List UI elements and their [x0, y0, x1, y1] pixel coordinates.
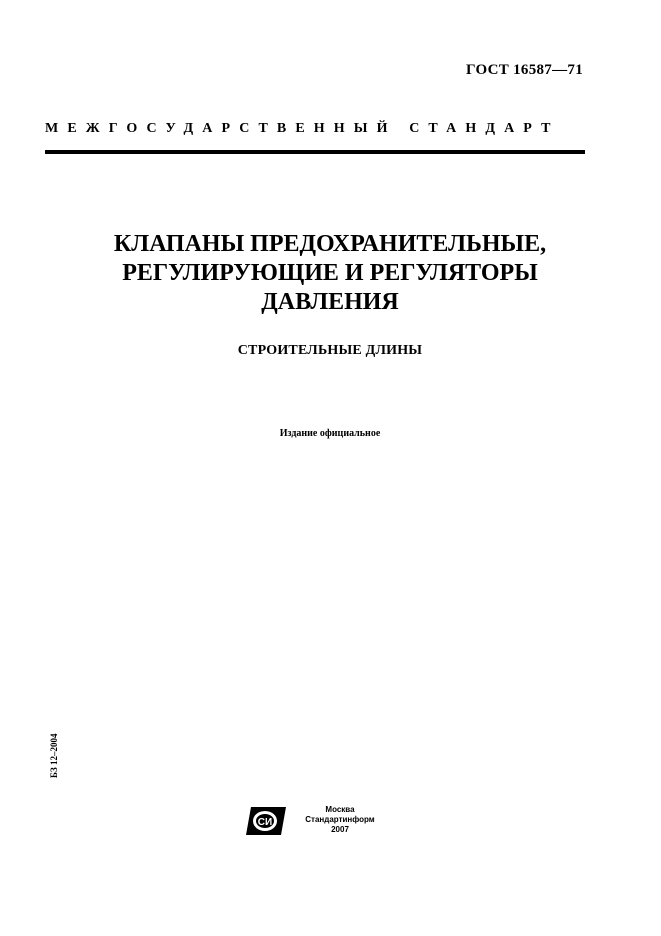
heading-divider: [45, 150, 585, 154]
publisher-logo-text: СИ: [257, 817, 273, 828]
side-code: БЗ 12–2004: [49, 733, 59, 778]
publisher-logo: [244, 805, 288, 837]
publisher-name: Стандартинформ: [305, 815, 375, 824]
publisher-city: Москва: [325, 805, 355, 814]
standard-type-heading: МЕЖГОСУДАРСТВЕННЫЙ СТАНДАРТ: [45, 121, 560, 136]
publisher-block: [294, 805, 386, 835]
title-line-1: КЛАПАНЫ ПРЕДОХРАНИТЕЛЬНЫЕ,: [113, 231, 547, 257]
title-line-2: РЕГУЛИРУЮЩИЕ И РЕГУЛЯТОРЫ: [122, 260, 538, 286]
edition-note: Издание официальное: [279, 428, 381, 439]
document-number: ГОСТ 16587—71: [465, 62, 583, 78]
title-line-3: ДАВЛЕНИЯ: [261, 289, 399, 315]
document-subtitle: СТРОИТЕЛЬНЫЕ ДЛИНЫ: [237, 343, 423, 358]
publisher-year: 2007: [331, 825, 349, 834]
document-title: [45, 230, 615, 317]
